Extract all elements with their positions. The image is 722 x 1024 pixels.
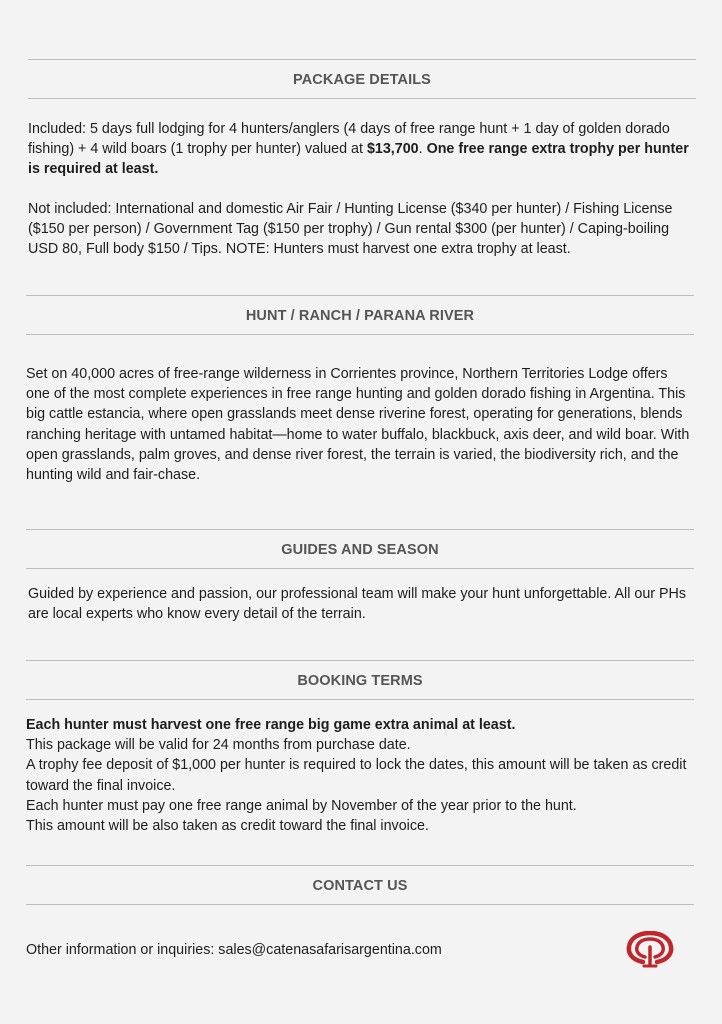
included-price: $13,700	[366, 141, 419, 158]
included-paragraph	[28, 119, 696, 180]
booking-term-payment: Each hunter must pay one free range animal by November of the year prior to the hunt.	[26, 797, 577, 814]
included-separator: .	[418, 141, 427, 158]
included-text: Included: 5 days full lodging for 4 hunters/anglers (4 days of free range hunt + 1 day of golden dorado fishing) + 4 wild boars (1 trophy per hunter) valued at	[28, 121, 670, 158]
booking-terms-list	[26, 715, 694, 836]
included-requirement: One free range extra trophy per hunter is required at least.	[28, 141, 689, 178]
hunt-ranch-heading: HUNT / RANCH / PARANA RIVER	[26, 295, 694, 335]
catena-logo-icon	[626, 931, 674, 969]
guides-description: Guided by experience and passion, our professional team will make your hunt unforgettable. All our PHs are local experts who know every detail of the terrain.	[28, 586, 687, 623]
hunt-description: Set on 40,000 acres of free-range wilderness in Corrientes province, Northern Territories Lodge offers one of the most complete experiences in free range hunting and golden dorado fishing in Argentina. This big cattle estancia, where open grasslands meet dense riverine forest, operating for generations, blends ranching heritage with untamed habitat—home to water buffalo, blackbuck, axis deer, and wild boar. With open grasslands, palm groves, and dense river forest, the terrain is varied, the biodiversity rich, and the hunting wild and fair-chase.	[26, 366, 690, 484]
booking-term-credit: This amount will be also taken as credit toward the final invoice.	[26, 818, 429, 835]
contact-us-heading: CONTACT US	[26, 865, 694, 905]
not-included-paragraph: Not included: International and domestic Air Fair / Hunting License ($340 per hunter) / Fishing License ($150 per person) / Government Tag ($150 per trophy) / Gun rental $300 (per hunter) / Caping-boiling USD 80, Full body $150 / Tips. NOTE: Hunters must harvest one extra trophy at least.	[28, 201, 673, 258]
booking-term-validity: This package will be valid for 24 months from purchase date.	[26, 737, 411, 754]
booking-term-deposit: A trophy fee deposit of $1,000 per hunter is required to lock the dates, this amount will be taken as credit toward the final invoice.	[26, 757, 687, 794]
booking-requirement: Each hunter must harvest one free range big game extra animal at least.	[26, 717, 516, 733]
guides-season-heading: GUIDES AND SEASON	[26, 529, 694, 569]
package-details-heading: PACKAGE DETAILS	[28, 59, 696, 99]
booking-terms-heading: BOOKING TERMS	[26, 660, 694, 700]
contact-info: Other information or inquiries: sales@catenasafarisargentina.com	[26, 942, 442, 958]
